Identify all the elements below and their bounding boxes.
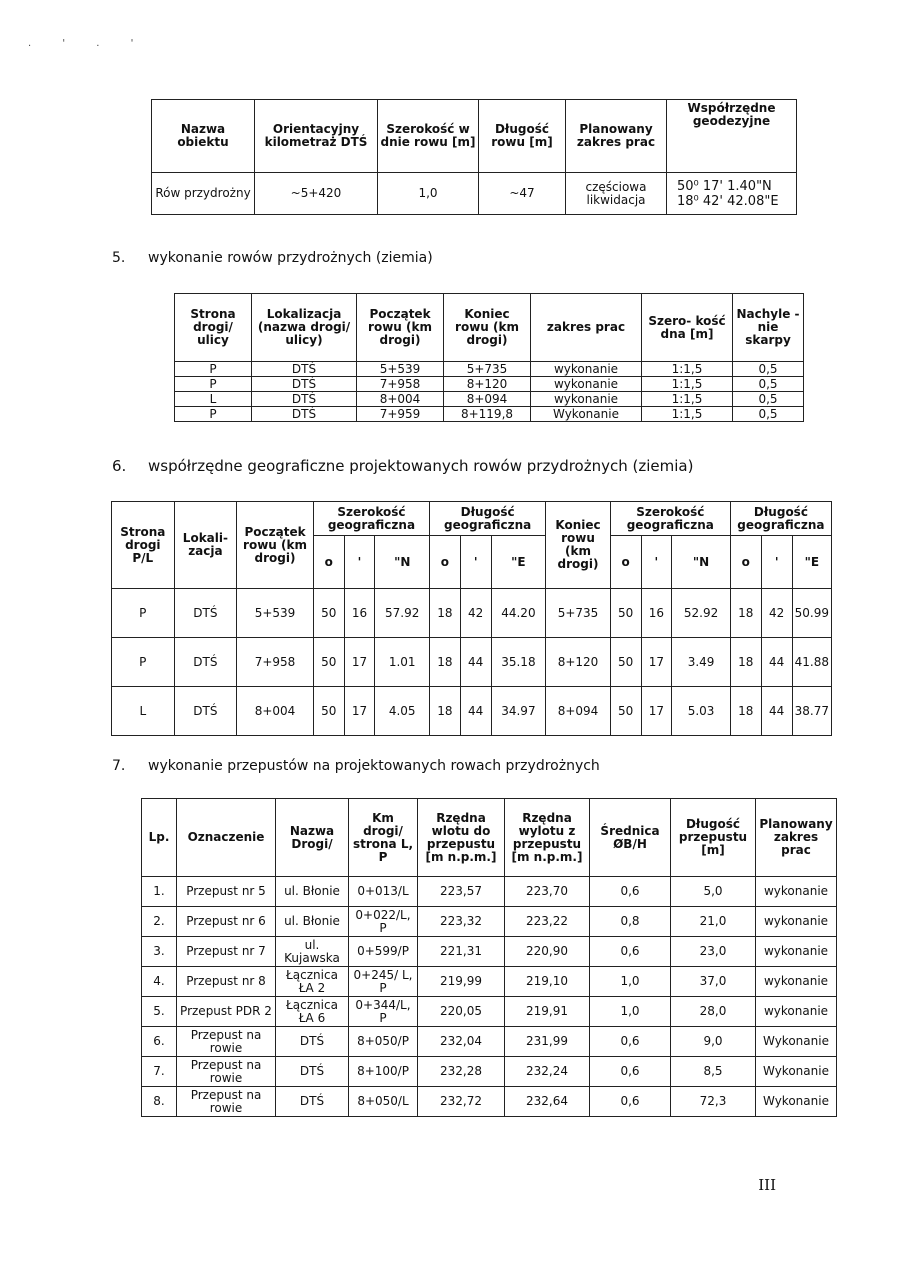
table-cell: 50 <box>610 638 641 687</box>
section-number: 6. <box>112 457 127 475</box>
col-header: Planowany zakres prac <box>566 100 667 173</box>
table-cell: DTŚ <box>252 362 357 377</box>
col-header: Szerokość w dnie rowu [m] <box>378 100 479 173</box>
table-cell: 232,04 <box>418 1027 505 1057</box>
col-header: zakres prac <box>531 294 642 362</box>
table-cell: 44 <box>761 638 792 687</box>
table-cell: 0+344/L, P <box>349 997 418 1027</box>
table-cell: DTŚ <box>276 1027 349 1057</box>
table-cell: 18 <box>430 638 461 687</box>
table-cell: 44 <box>460 638 491 687</box>
table-cell: 21,0 <box>671 907 756 937</box>
table-cell: Wykonanie <box>531 407 642 422</box>
table-cell: 7. <box>142 1057 177 1087</box>
table-cell: 7+958 <box>357 377 444 392</box>
table-cell: 72,3 <box>671 1087 756 1117</box>
table-row <box>175 362 804 377</box>
table-cell: P <box>175 407 252 422</box>
table-cell: 223,70 <box>505 877 590 907</box>
table-cell: 17 <box>344 638 375 687</box>
table-cell: 8+119,8 <box>444 407 531 422</box>
table-cell: 0,6 <box>590 1057 671 1087</box>
degree-header: o <box>430 536 461 589</box>
table-cell: P <box>175 362 252 377</box>
col-header: Oznaczenie <box>177 799 276 877</box>
table-cell: Rów przydrożny <box>152 173 255 215</box>
col-header: Początek rowu (km drogi) <box>357 294 444 362</box>
table-row <box>142 997 837 1027</box>
table-cell: ~5+420 <box>255 173 378 215</box>
table-cell: 7+958 <box>237 638 314 687</box>
section-title: wykonanie przepustów na projektowanych rowach przydrożnych <box>148 758 600 774</box>
table-cell: wykonanie <box>756 967 837 997</box>
table-cell: DTŚ <box>174 589 237 638</box>
table-cell: 18 <box>730 638 761 687</box>
table-cell: 3. <box>142 937 177 967</box>
table-cell: 18 <box>730 687 761 736</box>
col-header: Lokali- zacja <box>174 502 237 589</box>
table-cell: ul. Kujawska <box>276 937 349 967</box>
table-cell: 37,0 <box>671 967 756 997</box>
table-cell: 44.20 <box>491 589 546 638</box>
table-cell: 232,28 <box>418 1057 505 1087</box>
scan-specks: . ' . ' <box>28 38 148 49</box>
table-row <box>142 877 837 907</box>
degree-header: o <box>313 536 344 589</box>
section-5-heading <box>112 250 433 266</box>
table-cell: P <box>112 589 175 638</box>
section-6-heading <box>112 457 693 475</box>
table-cell: DTŚ <box>252 377 357 392</box>
table-row <box>112 638 832 687</box>
table-row <box>142 1027 837 1057</box>
table-cell: 17 <box>344 687 375 736</box>
table-cell: 8+050/L <box>349 1087 418 1117</box>
table-cell: DTŚ <box>252 392 357 407</box>
table-cell: Przepust na rowie <box>177 1027 276 1057</box>
table-cell: 0,5 <box>733 407 804 422</box>
table-row <box>142 907 837 937</box>
table-cell: 28,0 <box>671 997 756 1027</box>
table-cell: 8+094 <box>546 687 611 736</box>
table-cell: 50 <box>313 589 344 638</box>
degree-header: o <box>610 536 641 589</box>
table-row <box>175 392 804 407</box>
table-cell: 1:1,5 <box>642 392 733 407</box>
table-row <box>112 589 832 638</box>
table-cell: 0+022/L, P <box>349 907 418 937</box>
table-body <box>175 362 804 422</box>
col-header: Nazwa Drogi/ <box>276 799 349 877</box>
latitude: 50⁰ 17' 1.40"N <box>677 178 772 194</box>
table-cell: 34.97 <box>491 687 546 736</box>
table-cell: 8+120 <box>444 377 531 392</box>
table-cell: 16 <box>641 589 672 638</box>
table-cell: 232,72 <box>418 1087 505 1117</box>
table-cell: 38.77 <box>792 687 831 736</box>
minute-header: ' <box>761 536 792 589</box>
table-cell: 220,05 <box>418 997 505 1027</box>
col-header: Współrzędne geodezyjne <box>667 100 797 173</box>
table-cell: 0,5 <box>733 362 804 377</box>
table-cell: 0+245/ L, P <box>349 967 418 997</box>
table-cell: 232,64 <box>505 1087 590 1117</box>
table-cell: 4.05 <box>375 687 430 736</box>
table-cell: 50 <box>313 687 344 736</box>
col-header: Szero- kość dna [m] <box>642 294 733 362</box>
table-cell: DTŚ <box>174 638 237 687</box>
table-cell: Przepust nr 8 <box>177 967 276 997</box>
table-cell: 2. <box>142 907 177 937</box>
table-cell: Wykonanie <box>756 1027 837 1057</box>
table-cell: 42 <box>761 589 792 638</box>
table-cell: 219,10 <box>505 967 590 997</box>
table-cell: 41.88 <box>792 638 831 687</box>
table-cell: 8. <box>142 1087 177 1117</box>
table-row <box>142 1057 837 1087</box>
col-header: Strona drogi/ ulicy <box>175 294 252 362</box>
col-header: Nachyle -nie skarpy <box>733 294 804 362</box>
table-cell: 1,0 <box>590 997 671 1027</box>
col-header: Długość przepustu [m] <box>671 799 756 877</box>
col-header: Lp. <box>142 799 177 877</box>
table-row <box>142 967 837 997</box>
table-cell: 7+959 <box>357 407 444 422</box>
table-cell: 6. <box>142 1027 177 1057</box>
table-cell: 18 <box>730 589 761 638</box>
table-cell: 223,57 <box>418 877 505 907</box>
table-cell: 219,99 <box>418 967 505 997</box>
table-cell: 50 <box>610 589 641 638</box>
table-cell: DTŚ <box>252 407 357 422</box>
table-cell: 0,6 <box>590 937 671 967</box>
col-header: Długość geograficzna <box>730 502 831 536</box>
minute-header: ' <box>641 536 672 589</box>
table-cell: wykonanie <box>756 907 837 937</box>
table-cell: 50 <box>610 687 641 736</box>
table-cell: 1.01 <box>375 638 430 687</box>
longitude: 18⁰ 42' 42.08"E <box>677 193 779 209</box>
col-header: Orientacyjny kilometraż DTŚ <box>255 100 378 173</box>
table-cell: 8+120 <box>546 638 611 687</box>
table-cell: 8+050/P <box>349 1027 418 1057</box>
table-cell: 1:1,5 <box>642 362 733 377</box>
second-header: "N <box>375 536 430 589</box>
table-cell: 8+004 <box>237 687 314 736</box>
table-cell: L <box>112 687 175 736</box>
table-cell: 0,5 <box>733 377 804 392</box>
table-cell: 1. <box>142 877 177 907</box>
table-cell: wykonanie <box>531 377 642 392</box>
table-cell: 5+539 <box>237 589 314 638</box>
section-title: wykonanie rowów przydrożnych (ziemia) <box>148 250 433 266</box>
coordinates-cell <box>667 173 797 215</box>
table-cell: 9,0 <box>671 1027 756 1057</box>
table-row <box>175 407 804 422</box>
table-culverts <box>141 798 837 1117</box>
table-cell: 0,6 <box>590 877 671 907</box>
table-cell: 0+599/P <box>349 937 418 967</box>
table-cell: DTŚ <box>174 687 237 736</box>
table-cell: Łącznica ŁA 2 <box>276 967 349 997</box>
second-header: "E <box>491 536 546 589</box>
table-cell: 1,0 <box>378 173 479 215</box>
table-cell: Wykonanie <box>756 1087 837 1117</box>
table-ditch-construction <box>174 293 804 422</box>
table-cell: ul. Błonie <box>276 877 349 907</box>
table-cell: P <box>112 638 175 687</box>
table-cell: 4. <box>142 967 177 997</box>
table-cell: 5+735 <box>444 362 531 377</box>
table-cell: 0+013/L <box>349 877 418 907</box>
col-header: Rzędna wlotu do przepustu [m n.p.m.] <box>418 799 505 877</box>
table-cell: 0,8 <box>590 907 671 937</box>
col-header: Średnica ØB/H <box>590 799 671 877</box>
table-cell: 50.99 <box>792 589 831 638</box>
table-cell: Przepust PDR 2 <box>177 997 276 1027</box>
table-cell: 8+004 <box>357 392 444 407</box>
table-cell: 42 <box>460 589 491 638</box>
table-cell: wykonanie <box>756 877 837 907</box>
table-cell: 232,24 <box>505 1057 590 1087</box>
table-cell: 57.92 <box>375 589 430 638</box>
table-cell: 44 <box>761 687 792 736</box>
second-header: "N <box>672 536 731 589</box>
table-cell: 50 <box>313 638 344 687</box>
table-row <box>175 377 804 392</box>
table-cell: 221,31 <box>418 937 505 967</box>
table-cell: Przepust na rowie <box>177 1087 276 1117</box>
table-row <box>142 937 837 967</box>
table-cell: 231,99 <box>505 1027 590 1057</box>
table-cell: 44 <box>460 687 491 736</box>
table-cell: DTŚ <box>276 1087 349 1117</box>
table-cell: 18 <box>430 687 461 736</box>
table-cell: 223,22 <box>505 907 590 937</box>
degree-header: o <box>730 536 761 589</box>
col-header: Lokalizacja (nazwa drogi/ ulicy) <box>252 294 357 362</box>
table-cell: częściowa likwidacja <box>566 173 667 215</box>
table-cell: 18 <box>430 589 461 638</box>
table-body <box>112 589 832 736</box>
table-cell: Przepust na rowie <box>177 1057 276 1087</box>
table-cell: 5,0 <box>671 877 756 907</box>
section-number: 5. <box>112 250 126 266</box>
table-cell: 0,6 <box>590 1087 671 1117</box>
table-cell: 17 <box>641 638 672 687</box>
table-cell: 1:1,5 <box>642 377 733 392</box>
table-cell: DTŚ <box>276 1057 349 1087</box>
table-cell: 23,0 <box>671 937 756 967</box>
col-header: Rzędna wylotu z przepustu [m n.p.m.] <box>505 799 590 877</box>
minute-header: ' <box>344 536 375 589</box>
table-cell: 8+094 <box>444 392 531 407</box>
table-cell: 5+539 <box>357 362 444 377</box>
table-geographic-coordinates <box>111 501 832 736</box>
col-header: Km drogi/ strona L, P <box>349 799 418 877</box>
table-cell: 8,5 <box>671 1057 756 1087</box>
section-7-heading <box>112 758 600 774</box>
col-header: Koniec rowu (km drogi) <box>546 502 611 589</box>
table-cell: 0,6 <box>590 1027 671 1057</box>
col-header: Koniec rowu (km drogi) <box>444 294 531 362</box>
table-cell: wykonanie <box>531 392 642 407</box>
col-header: Planowany zakres prac <box>756 799 837 877</box>
col-header: Długość geograficzna <box>430 502 546 536</box>
col-header: Szerokość geograficzna <box>610 502 730 536</box>
table-cell: wykonanie <box>756 997 837 1027</box>
table-cell: 5. <box>142 997 177 1027</box>
table-cell: ul. Błonie <box>276 907 349 937</box>
table-cell: Przepust nr 5 <box>177 877 276 907</box>
table-cell: Wykonanie <box>756 1057 837 1087</box>
table-cell: 8+100/P <box>349 1057 418 1087</box>
table-cell: 16 <box>344 589 375 638</box>
table-cell: ~47 <box>479 173 566 215</box>
table-cell: 0,5 <box>733 392 804 407</box>
col-header: Początek rowu (km drogi) <box>237 502 314 589</box>
col-header: Nazwa obiektu <box>152 100 255 173</box>
table-cell: wykonanie <box>756 937 837 967</box>
section-title: współrzędne geograficzne projektowanych rowów przydrożnych (ziemia) <box>148 457 694 475</box>
col-header: Długość rowu [m] <box>479 100 566 173</box>
table-cell: 1,0 <box>590 967 671 997</box>
table-cell: wykonanie <box>531 362 642 377</box>
table-row <box>112 687 832 736</box>
table-cell: 220,90 <box>505 937 590 967</box>
minute-header: ' <box>460 536 491 589</box>
col-header: Szerokość geograficzna <box>313 502 429 536</box>
table-cell: 1:1,5 <box>642 407 733 422</box>
table-cell: 5.03 <box>672 687 731 736</box>
table-cell: 52.92 <box>672 589 731 638</box>
table-cell: 223,32 <box>418 907 505 937</box>
table-cell: 3.49 <box>672 638 731 687</box>
table-cell: L <box>175 392 252 407</box>
table-ditch-liquidation <box>151 99 797 215</box>
table-cell: Łącznica ŁA 6 <box>276 997 349 1027</box>
table-cell: 35.18 <box>491 638 546 687</box>
table-cell: 5+735 <box>546 589 611 638</box>
table-cell: Przepust nr 7 <box>177 937 276 967</box>
section-number: 7. <box>112 758 126 774</box>
table-cell: P <box>175 377 252 392</box>
table-row <box>142 1087 837 1117</box>
col-header: Strona drogi P/L <box>112 502 175 589</box>
page-number: III <box>758 1176 776 1194</box>
table-body <box>142 877 837 1117</box>
table-cell: Przepust nr 6 <box>177 907 276 937</box>
second-header: "E <box>792 536 831 589</box>
table-cell: 17 <box>641 687 672 736</box>
table-cell: 219,91 <box>505 997 590 1027</box>
